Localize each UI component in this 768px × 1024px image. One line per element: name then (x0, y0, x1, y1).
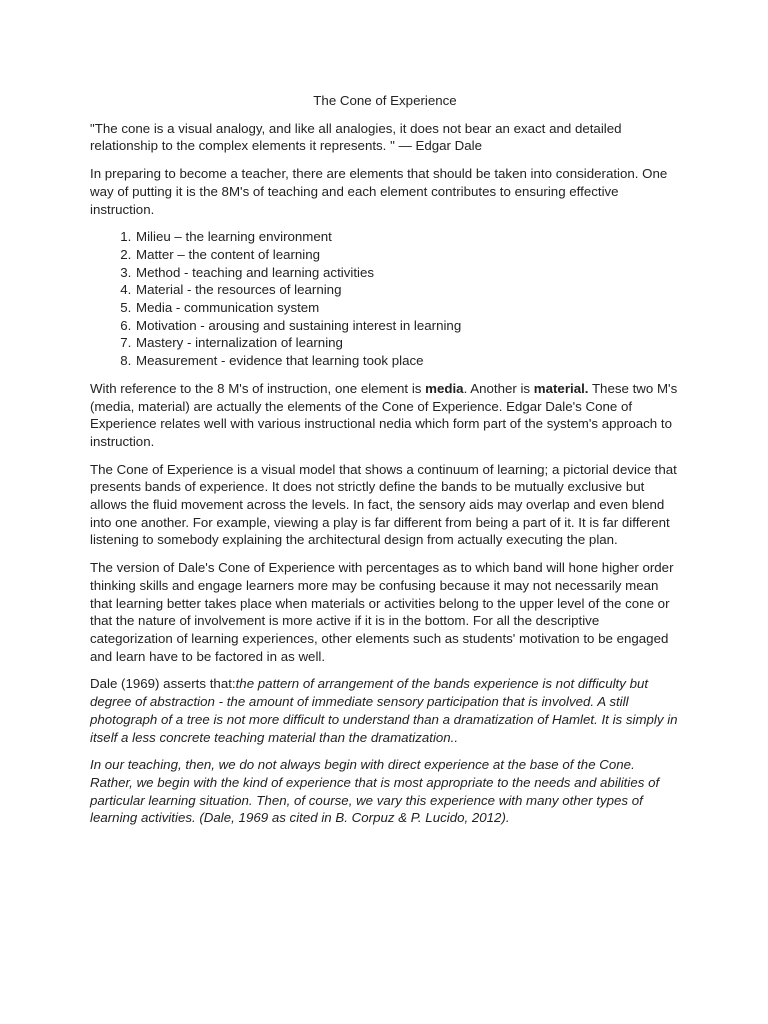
media-paragraph-text-1: With reference to the 8 M's of instruction, one element is (90, 380, 426, 396)
media-bold-term: media (425, 380, 464, 396)
list-item: 6. Motivation - arousing and sustaining interest in learning (135, 317, 680, 335)
list-item: 1. Milieu – the learning environment (135, 228, 680, 246)
media-paragraph-text-3: These two M's (media, material) are actually the elements of the Cone of Experience. Edgar Dale's Cone of Experience relates well with various instructional nedia which form part of the system's approach to instruction. (90, 380, 678, 449)
list-item: 5. Media - communication system (135, 299, 680, 317)
document-page (90, 92, 680, 837)
version-paragraph: The version of Dale's Cone of Experience with percentages as to which band will hone higher order thinking skills and engage learners more may be confusing because it may not necessarily mean that learning better takes place when materials or activities belong to the upper level of the cone or that the nature of involvement is more active if it is in the bottom. For all the descriptive categorization of learning experiences, other elements such as students' motivation to be engaged and learn have to be factored in as well. (90, 560, 674, 664)
material-bold-term: material. (533, 380, 589, 396)
document-title: The Cone of Experience (313, 93, 457, 108)
media-paragraph (90, 380, 680, 451)
intro-paragraph: In preparing to become a teacher, there are elements that should be taken into consideration. One way of putting it is the 8M's of teaching and each element contributes to ensuring effective instruction. (90, 166, 668, 217)
list-item: 4. Material - the resources of learning (135, 281, 680, 299)
dale-paragraph (90, 675, 680, 746)
list-item: 8. Measurement - evidence that learning took place (135, 352, 680, 370)
cone-paragraph: The Cone of Experience is a visual model that shows a continuum of learning; a pictorial device that presents bands of experience. It does not strictly define the bands to be mutually exclusive but allows the fluid movement across the levels. In fact, the sensory aids may overlap and even blend into one another. For example, viewing a play is far different from being a part of it. It is far different listening to somebody explaining the architectural design from actually executing the plan. (90, 461, 677, 548)
list-item: 7. Mastery - internalization of learning (135, 334, 680, 352)
list-item: 2. Matter – the content of learning (135, 246, 680, 264)
eight-ms-list (90, 228, 680, 370)
list-item: 3. Method - teaching and learning activities (135, 264, 680, 282)
media-paragraph-text-2: . Another is (463, 380, 534, 396)
dale-lead-text: Dale (1969) asserts that: (90, 676, 236, 692)
quote-paragraph: "The cone is a visual analogy, and like all analogies, it does not bear an exact and detailed relationship to the complex elements it represents. " — Edgar Dale (90, 120, 622, 154)
teaching-paragraph: In our teaching, then, we do not always begin with direct experience at the base of the Cone. Rather, we begin with the kind of experience that is most appropriate to the needs and abilities of particular learning situation. Then, of course, we vary this experience with many other types of learning activities. (Dale, 1969 as cited in B. Corpuz & P. Lucido, 2012). (90, 757, 660, 826)
dale-quote-text: the pattern of arrangement of the bands experience is not difficulty but degree of abstraction - the amount of immediate sensory participation that is involved. A still photograph of a tree is not more difficult to understand than a dramatization of Hamlet. It is simply in itself a less concrete teaching material than the dramatization.. (90, 676, 678, 745)
